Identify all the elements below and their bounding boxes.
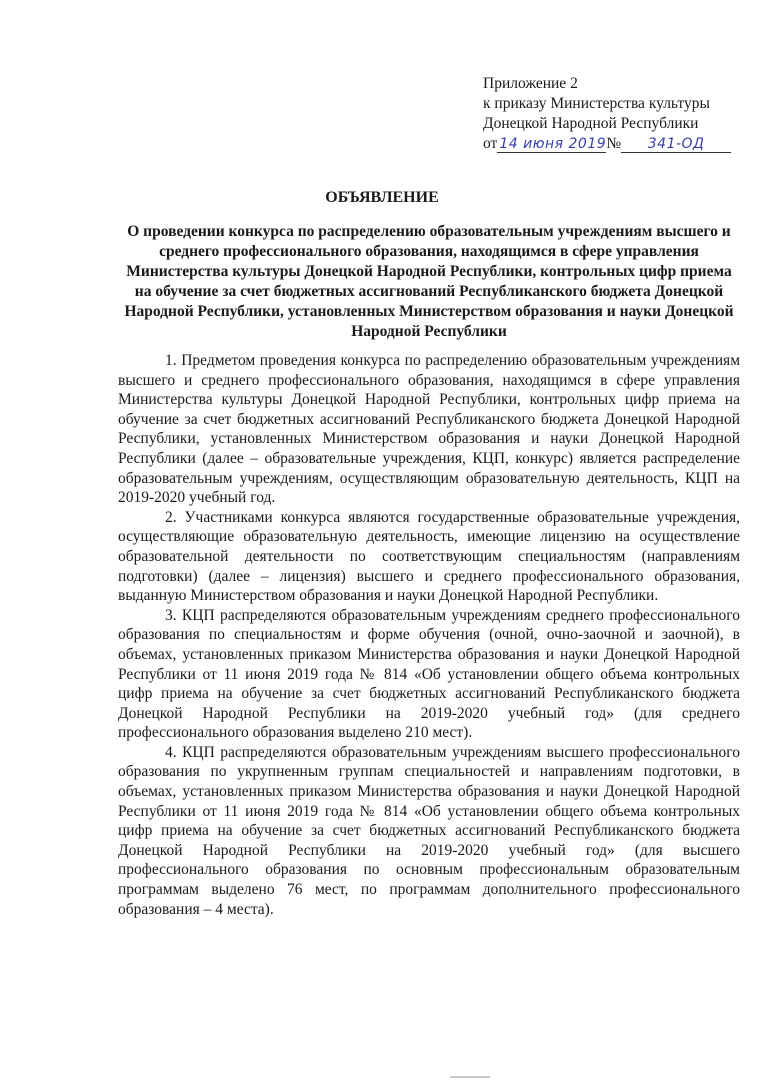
page-bottom-mark	[450, 1076, 490, 1078]
number-field	[621, 136, 731, 153]
appendix-date-number-line	[483, 134, 753, 154]
appendix-block	[483, 74, 753, 154]
paragraph-1: 1. Предметом проведения конкурса по распределению образовательным учреждениям высшего и среднего профессионального образования, находящимся в сфере управления Министерства культуры Донецкой Народной Республики, контрольных цифр приема на обучение за счет бюджетных ассигнований Республиканского бюджета Донецкой Народной Республики, установленных Министерством образования и науки Донецкой Народной Республики (далее – образовательные учреждения, КЦП, конкурс) является распределение образовательным учреждениям, осуществляющим образовательную деятельность, КЦП на 2019-2020 учебный год.	[118, 352, 740, 507]
handwritten-date: 14 июня 2019	[499, 136, 607, 152]
appendix-line-2: к приказу Министерства культуры	[483, 95, 710, 112]
number-prefix: №	[606, 135, 622, 152]
appendix-line-1: Приложение 2	[483, 75, 578, 92]
document-subtitle: О проведении конкурса по распределению образовательным учреждениям высшего и среднего профессионального образования, находящимся в сфере управления Министерства культуры Донецкой Народной Республики, контрольных цифр приема на обучение за счет бюджетных ассигнований Республиканского бюджета Донецкой Народной Республики, установленных Министерством образования и науки Донецкой Народной Республики	[124, 223, 734, 340]
from-prefix: от	[483, 135, 498, 152]
paragraph-3: 3. КЦП распределяются образовательным учреждениям среднего профессионального образования по специальностям и форме обучения (очной, очно-заочной и заочной), в объемах, установленных приказом Министерства образования и науки Донецкой Народной Республики от 11 июня 2019 года № 814 «Об установлении общего объема контрольных цифр приема на обучение за счет бюджетных ассигнований Республиканского бюджета Донецкой Народной Республики на 2019-2020 учебный год» (для среднего профессионального образования выделено 210 мест).	[118, 606, 740, 742]
paragraph-2: 2. Участниками конкурса являются государственные образовательные учреждения, осуществляющие образовательную деятельность, имеющие лицензию на осуществление образовательной деятельности по соответствующим специальностям (направлениям подготовки) (далее – лицензия) высшего и среднего профессионального образования, выданную Министерством образования и науки Донецкой Народной Республики.	[118, 508, 740, 605]
document-body	[118, 351, 740, 919]
appendix-line-3: Донецкой Народной Республики	[483, 115, 699, 132]
handwritten-number: 341-ОД	[647, 136, 705, 152]
document-title: ОБЪЯВЛЕНИЕ	[325, 189, 439, 206]
paragraph-4: 4. КЦП распределяются образовательным учреждениям высшего профессионального образования по укрупненным группам специальностей и направлениям подготовки, в объемах, установленных приказом Министерства образования и науки Донецкой Народной Республики от 11 июня 2019 года № 814 «Об установлении общего объема контрольных цифр приема на обучение за счет бюджетных ассигнований Республиканского бюджета Донецкой Народной Республики на 2019-2020 учебный год» (для высшего профессионального образования по основным профессиональным образовательным программам выделено 76 мест, по программам дополнительного профессионального образования – 4 места).	[118, 743, 740, 918]
date-field	[497, 136, 606, 153]
